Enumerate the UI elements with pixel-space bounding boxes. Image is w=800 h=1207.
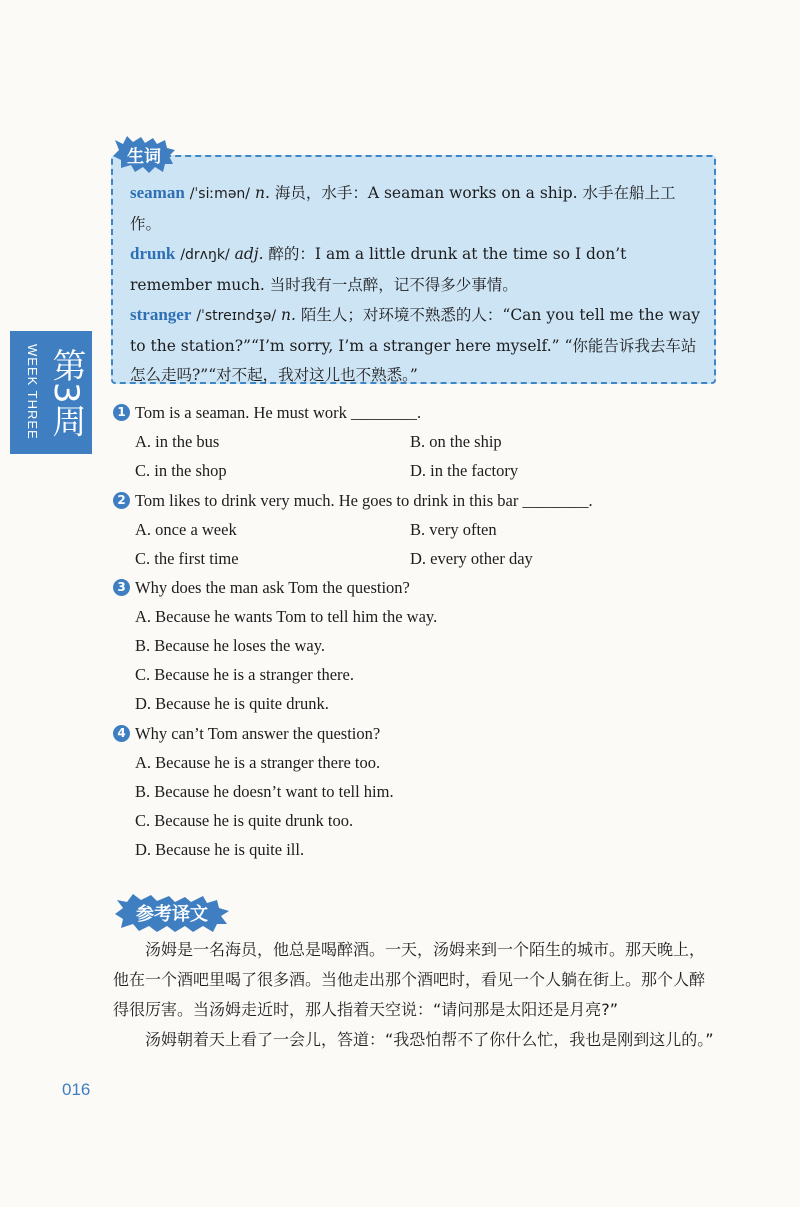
question-text: Why can’t Tom answer the question? <box>135 724 381 743</box>
vocab-definition: 醉的：I am a little drunk at the time so I don’t remember much. 当时我有一点醉，记不得多少事情。 <box>130 245 627 294</box>
vocabulary-list <box>130 178 700 391</box>
translation-paragraph: 汤姆朝着天上看了一会儿，答道：“我恐怕帮不了你什么忙，我也是刚到这儿的。” <box>145 1030 714 1049</box>
vocab-part-of-speech: n. <box>281 306 296 324</box>
vocab-pronunciation: /drʌŋk/ <box>180 247 230 263</box>
question-number-badge: 4 <box>113 725 130 742</box>
page-number: 016 <box>62 1080 91 1099</box>
question-number-badge: 2 <box>113 492 130 509</box>
vocab-word: drunk <box>130 244 176 263</box>
option-c: C. Because he is a stranger there. <box>135 665 354 684</box>
translation-paragraph: 汤姆是一名海员，他总是喝醉酒。一天，汤姆来到一个陌生的城市。那天晚上，他在一个酒吧里喝了很多酒。当他走出那个酒吧时，看见一个人躺在街上。那个人醉得很厉害。当汤姆走近时，那人指着天空说：“请问那是太阳还是月亮?” <box>113 940 706 1019</box>
question-text: Tom likes to drink very much. He goes to drink in this bar ________. <box>135 491 593 510</box>
question-number-badge: 3 <box>113 579 130 596</box>
translation-text <box>113 935 718 1055</box>
option-a: A. once a week <box>135 520 237 539</box>
vocab-word: seaman <box>130 183 185 202</box>
question-2 <box>113 491 593 511</box>
week-side-tab <box>10 331 92 454</box>
question-4 <box>113 724 380 744</box>
vocab-pronunciation: /ˈstreɪndʒə/ <box>196 308 277 324</box>
option-d: D. in the factory <box>410 461 519 480</box>
question-1 <box>113 403 421 423</box>
option-b: B. Because he doesn’t want to tell him. <box>135 782 394 801</box>
option-d: D. Because he is quite ill. <box>135 840 305 859</box>
translation-badge-label: 参考译文 <box>136 904 208 925</box>
vocab-pronunciation: /ˈsiːmən/ <box>189 186 251 202</box>
vocab-word: stranger <box>130 305 192 324</box>
vocab-part-of-speech: n. <box>254 184 270 202</box>
option-b: B. on the ship <box>410 432 502 451</box>
vocab-definition: 海员，水手：A seaman works on a ship. 水手在船上工作。 <box>130 184 676 233</box>
translation-badge <box>113 892 231 934</box>
option-d: D. every other day <box>410 549 533 568</box>
question-3 <box>113 578 410 598</box>
vocab-entry-stranger <box>130 300 700 391</box>
vocab-badge <box>111 134 177 174</box>
week-english-label: WEEK THREE <box>25 344 40 440</box>
option-c: C. in the shop <box>135 461 227 480</box>
option-b: B. very often <box>410 520 497 539</box>
question-number-badge: 1 <box>113 404 130 421</box>
vocabulary-box <box>111 155 716 384</box>
vocab-definition: 陌生人；对环境不熟悉的人：“Can you tell me the way to the station?”“I’m sorry, I’m a stranger here myself.” “你能告诉我去车站怎么走吗?”“对不起，我对这儿也不熟悉。” <box>130 306 700 384</box>
option-c: C. the first time <box>135 549 239 568</box>
week-number-label: 第3周 <box>46 348 86 438</box>
vocab-entry-seaman <box>130 178 700 239</box>
question-text: Why does the man ask Tom the question? <box>135 578 410 597</box>
option-a: A. Because he wants Tom to tell him the way. <box>135 607 438 626</box>
option-d: D. Because he is quite drunk. <box>135 694 329 713</box>
option-b: B. Because he loses the way. <box>135 636 325 655</box>
option-a: A. in the bus <box>135 432 220 451</box>
vocab-part-of-speech: adj. <box>234 245 264 263</box>
vocab-badge-label: 生词 <box>127 146 161 167</box>
question-text: Tom is a seaman. He must work ________. <box>135 403 422 422</box>
option-c: C. Because he is quite drunk too. <box>135 811 354 830</box>
option-a: A. Because he is a stranger there too. <box>135 753 381 772</box>
vocab-entry-drunk <box>130 239 700 300</box>
